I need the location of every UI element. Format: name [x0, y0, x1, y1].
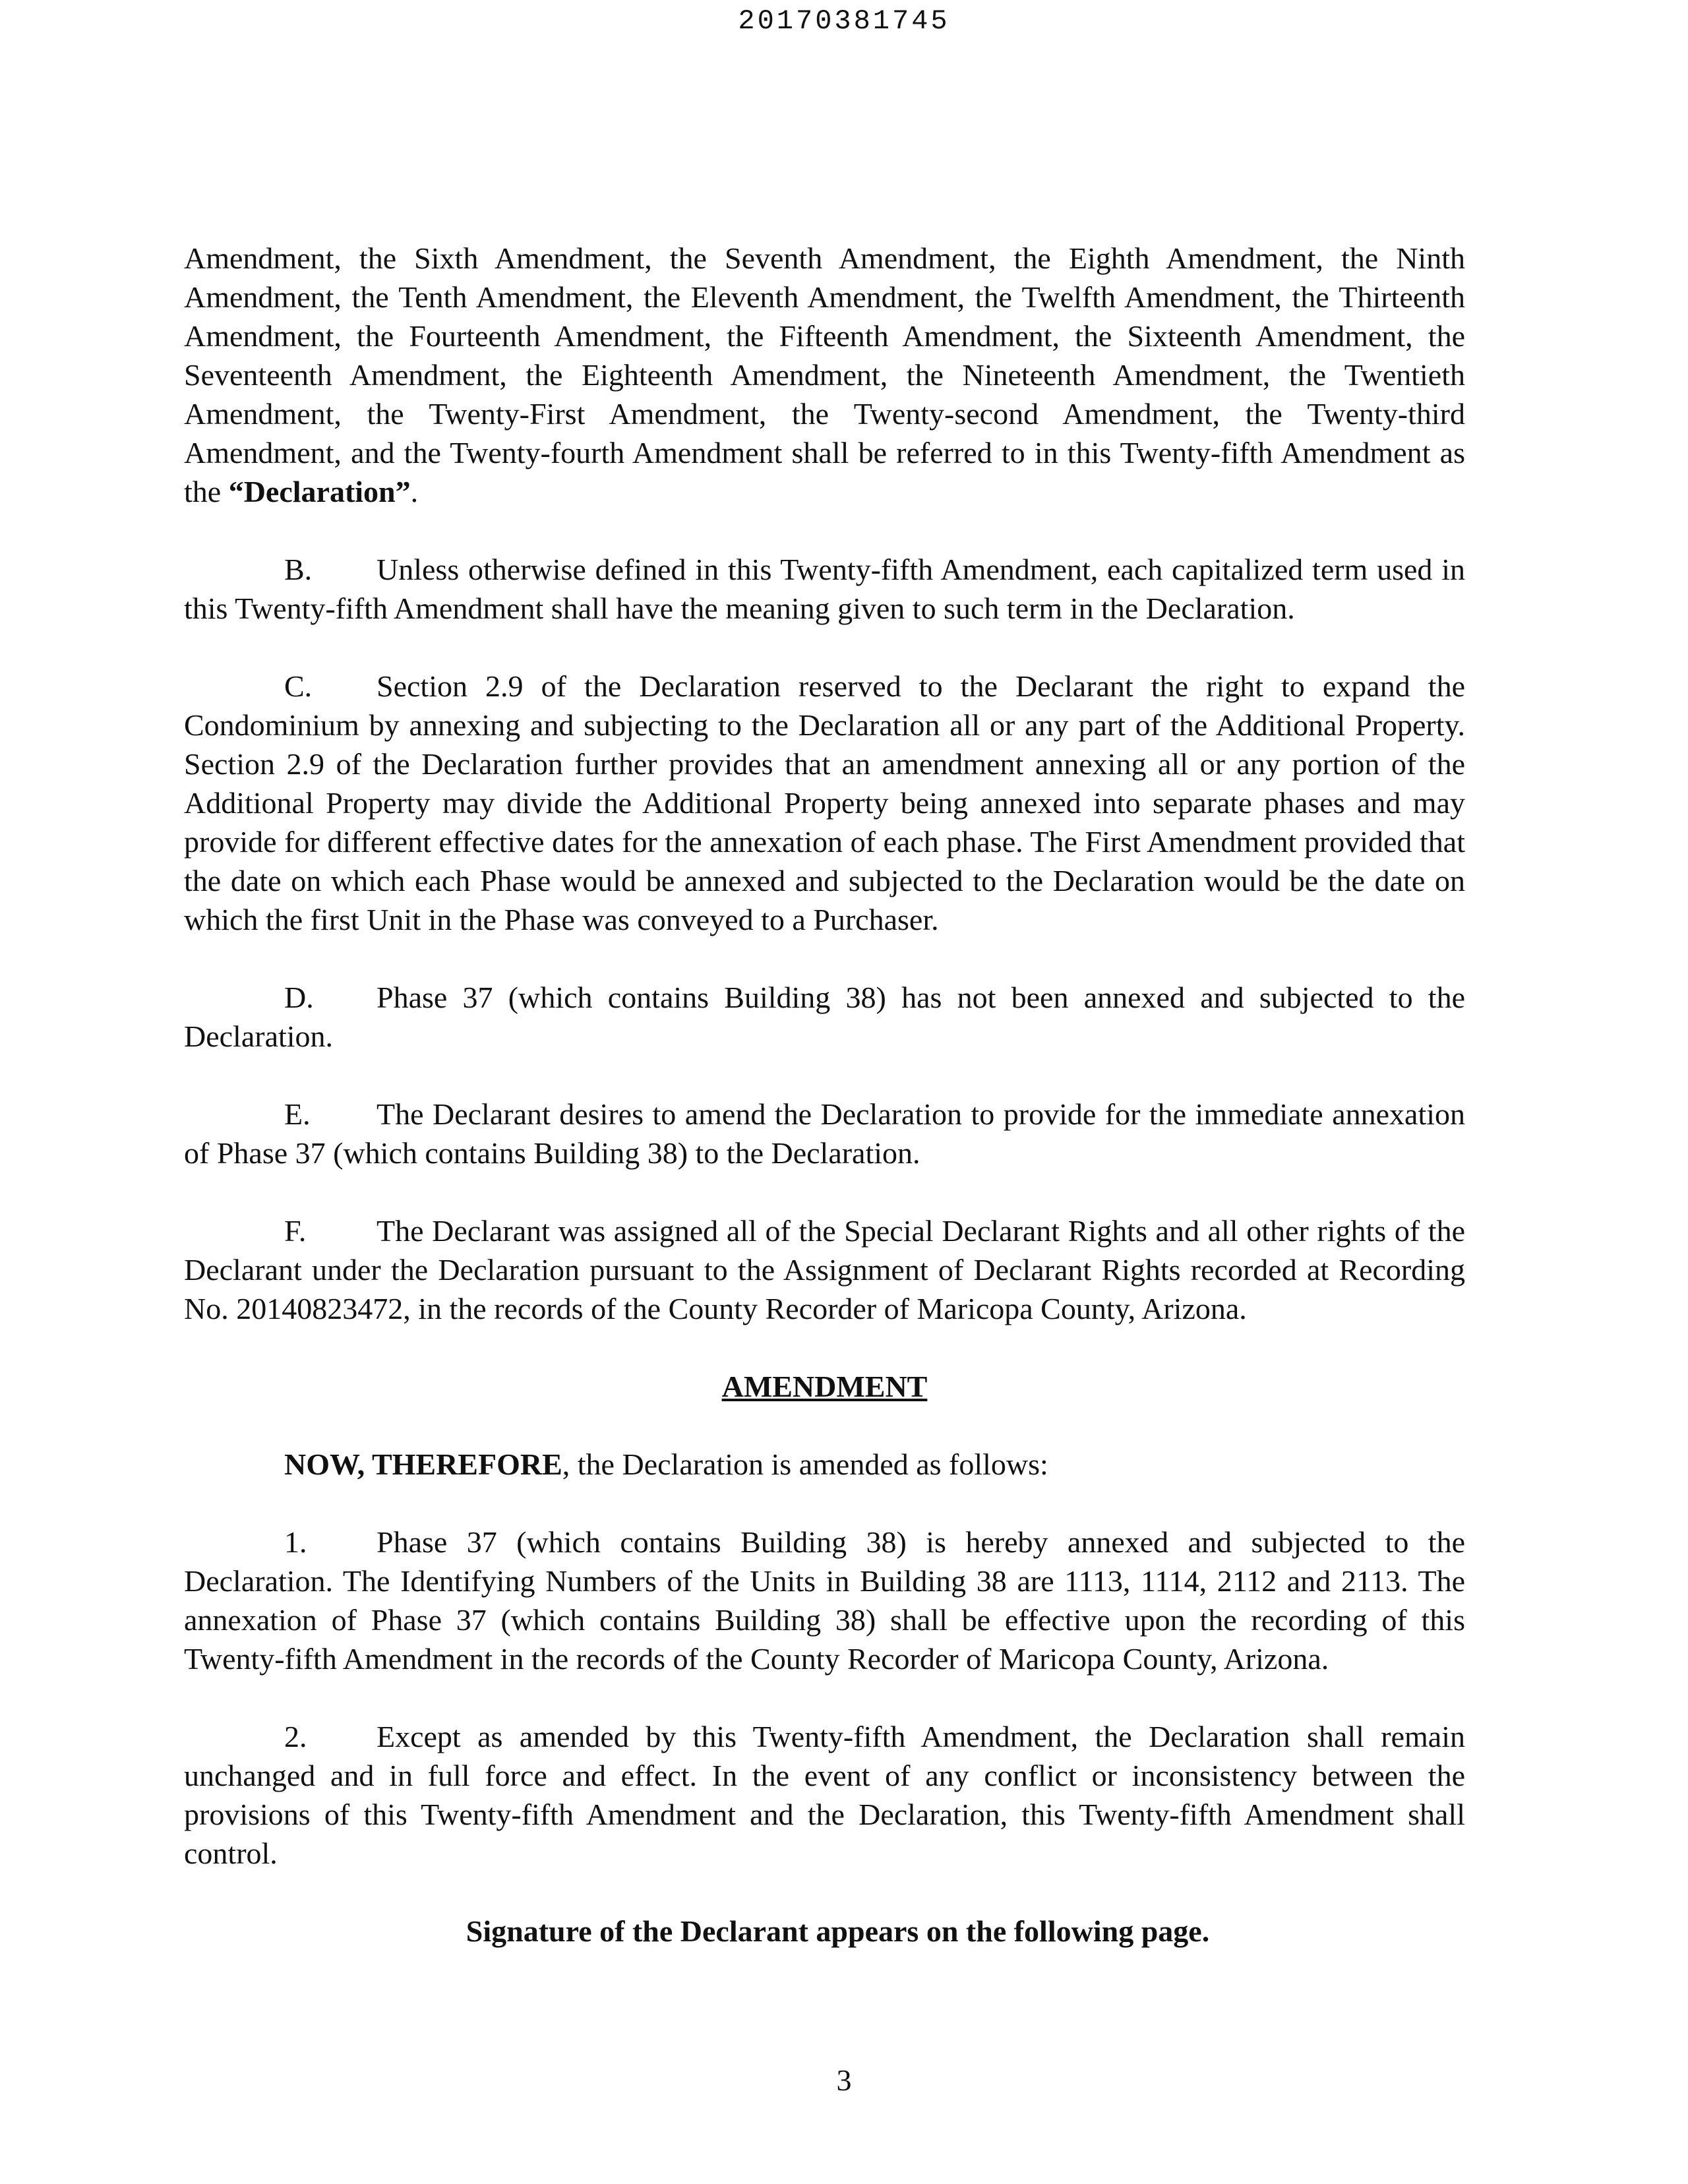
recital-c-text: Section 2.9 of the Declaration reserved to the Declarant the right to expand the Condominium by annexing and subjecting to the Declaration all or any part of the Additional Property. Section 2.9 of the Declaration further provides that an amendment annexing all or any portion of the Additional Property may divide the Additional Property being annexed into separate phases and may provide for different effective dates for the annexation of each phase. The First Amendment provided that the date on which each Phase would be annexed and subjected to the Declaration would be the date on which the first Unit in the Phase was conveyed to a Purchaser.: [184, 669, 1465, 936]
recital-e: [184, 1095, 1465, 1172]
amendment-heading: AMENDMENT: [721, 1370, 928, 1403]
recital-e-text: The Declarant desires to amend the Declaration to provide for the immediate annexation of Phase 37 (which contains Building 38) to the Declaration.: [184, 1097, 1465, 1170]
recital-f-label: F.: [284, 1214, 307, 1248]
amendment-item-2-text: Except as amended by this Twenty-fifth Amendment, the Declaration shall remain unchanged and in full force and effect. In the event of any conflict or inconsistency between the provisions of this Twenty-fifth Amendment and the Declaration, this Twenty-fifth Amendment shall control.: [184, 1720, 1465, 1870]
declaration-defined-term: “Declaration”: [228, 475, 411, 508]
recital-d-text: Phase 37 (which contains Building 38) has not been annexed and subjected to the Declaration.: [184, 981, 1465, 1053]
signature-note: Signature of the Declarant appears on the following page.: [466, 1914, 1210, 1948]
amendment-item-1-label: 1.: [284, 1525, 307, 1559]
recital-b-label: B.: [284, 553, 313, 586]
amendment-item-1-text: Phase 37 (which contains Building 38) is hereby annexed and subjected to the Declaration. The Identifying Numbers of the Units in Building 38 are 1113, 1114, 2112 and 2113. The annexation of Phase 37 (which contains Building 38) shall be effective upon the recording of this Twenty-fifth Amendment in the records of the County Recorder of Maricopa County, Arizona.: [184, 1525, 1465, 1676]
recital-b: [184, 550, 1465, 628]
amendment-item-2: [184, 1717, 1465, 1873]
amendment-item-1: [184, 1523, 1465, 1678]
recital-d: [184, 978, 1465, 1056]
amendment-intro-text: , the Declaration is amended as follows:: [562, 1447, 1048, 1481]
recital-f-text: The Declarant was assigned all of the Special Declarant Rights and all other rights of the Declarant under the Declaration pursuant to the Assignment of Declarant Rights recorded at Recording No. 20140823472, in the records of the County Recorder of Maricopa County, Arizona.: [184, 1214, 1465, 1325]
recital-a-text: Amendment, the Sixth Amendment, the Seventh Amendment, the Eighth Amendment, the Ninth Amendment, the Tenth Amendment, the Eleventh Amendment, the Twelfth Amendment, the Thirteenth Amendment, the Fourteenth Amendment, the Fifteenth Amendment, the Sixteenth Amendment, the Seventeenth Amendment, the Eighteenth Amendment, the Nineteenth Amendment, the Twentieth Amendment, the Twenty-First Amendment, the Twenty-second Amendment, the Twenty-third Amendment, and the Twenty-fourth Amendment shall be referred to in this Twenty-fifth Amendment as the: [184, 241, 1465, 508]
recording-number: 20170381745: [738, 5, 950, 37]
document-body: [184, 239, 1465, 1951]
page-number: 3: [836, 2063, 852, 2097]
recital-c-label: C.: [284, 669, 313, 703]
recital-c: [184, 667, 1465, 939]
recital-d-label: D.: [284, 981, 314, 1014]
recital-a-continuation: [184, 239, 1465, 511]
recital-f: [184, 1211, 1465, 1328]
now-therefore: NOW, THEREFORE: [284, 1447, 562, 1481]
amendment-intro: [184, 1445, 1465, 1484]
amendment-item-2-label: 2.: [284, 1720, 307, 1753]
recital-e-label: E.: [284, 1097, 311, 1131]
recital-a-end: .: [410, 475, 419, 508]
recital-b-text: Unless otherwise defined in this Twenty-fifth Amendment, each capitalized term used in this Twenty-fifth Amendment shall have the meaning given to such term in the Declaration.: [184, 553, 1465, 625]
